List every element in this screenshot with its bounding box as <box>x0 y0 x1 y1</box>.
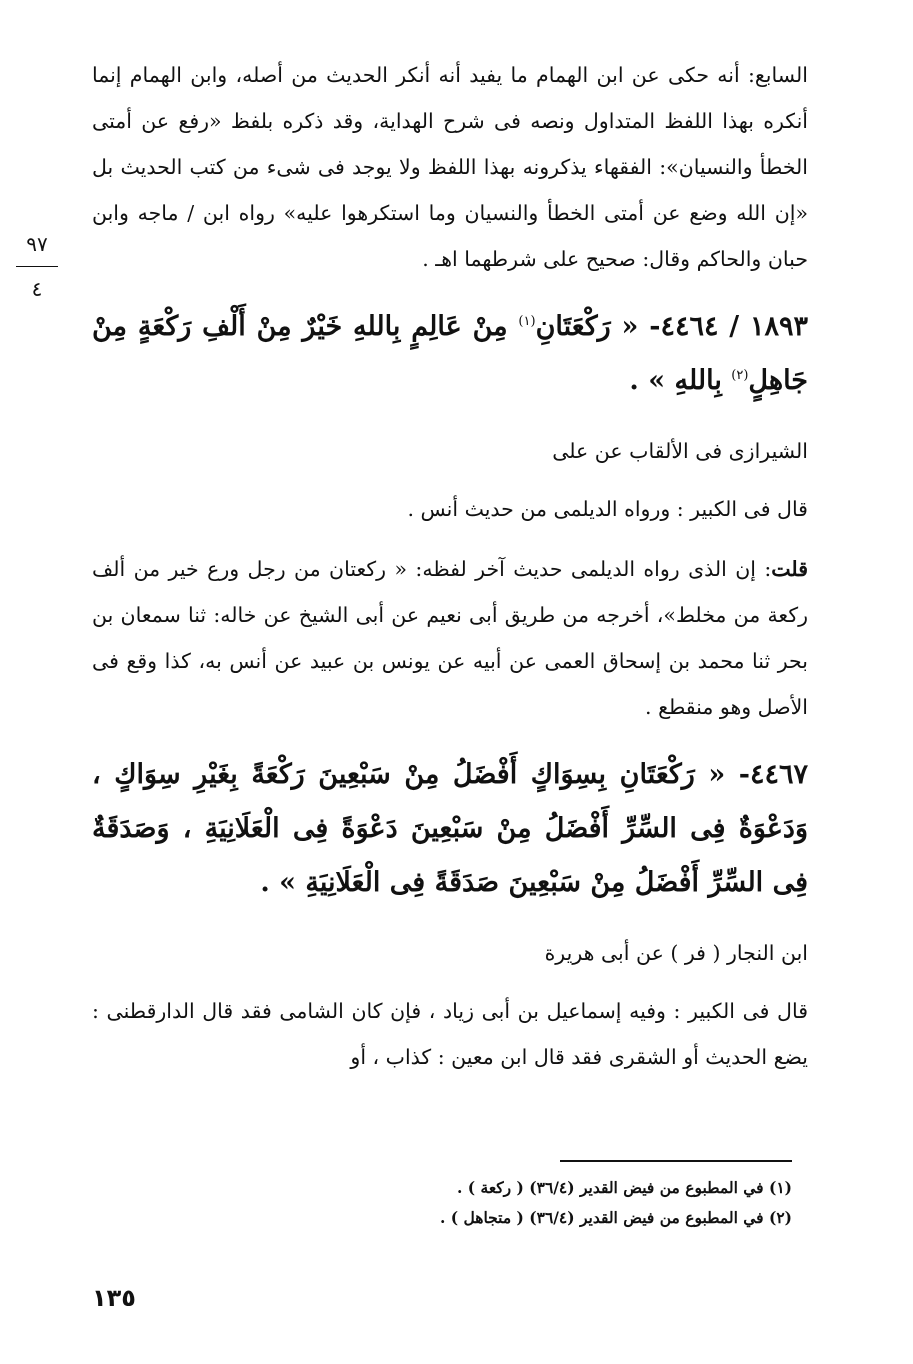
hadith-4464-prefix: ١٨٩٣ / ٤٤٦٤- « رَكْعَتَانِ <box>535 311 808 342</box>
margin-ref-side: ٤ <box>31 277 43 301</box>
qultu-paragraph <box>92 546 808 730</box>
footnote-2: (٢) في المطبوع من فيض القدير (٣٦/٤) ( متجاهل ) . <box>440 1208 792 1227</box>
hadith-4467: ٤٤٦٧- « رَكْعَتَانِ بِسِوَاكٍ أَفْضَلُ مِنْ سَبْعِينَ رَكْعَةً بِغَيْرِ سِوَاكٍ ، وَدَعْوَةٌ فِى السِّرِّ أَفْضَلُ مِنْ سَبْعِينَ دَعْوَةً فِى الْعَلَانِيَةِ ، وَصَدَقَةٌ فِى السِّرِّ أَفْضَلُ مِنْ سَبْعِينَ صَدَقَةً فِى الْعَلَانِيَةِ » . <box>92 759 808 898</box>
hadith-4464-commentary: قال فى الكبير : ورواه الديلمى من حديث أنس . <box>407 497 808 521</box>
footnote-1: (١) في المطبوع من فيض القدير (٣٦/٤) ( ركعة ) . <box>456 1178 792 1197</box>
hadith-4464 <box>92 300 808 408</box>
margin-ref-divider <box>16 266 58 267</box>
page-number: ١٣٥ <box>92 1284 136 1312</box>
footnote-divider <box>560 1160 792 1162</box>
qultu-lead: قلت <box>771 557 808 581</box>
footnotes <box>380 1173 792 1233</box>
hadith-4467-source: ابن النجار ( فر ) عن أبى هريرة <box>544 941 808 965</box>
margin-ref-folio: ٩٧ <box>26 232 48 256</box>
hadith-4467-commentary: قال فى الكبير : وفيه إسماعيل بن أبى زياد ، فإن كان الشامى فقد قال الدارقطنى : يضع الحديث أو الشقرى فقد قال ابن معين : كذاب ، أو <box>92 999 808 1069</box>
footnote-ref-2: (٢) <box>731 368 749 383</box>
main-text-column <box>92 52 808 1080</box>
paragraph-seventh-point: السابع: أنه حكى عن ابن الهمام ما يفيد أنه أنكر الحديث من أصله، وابن الهمام إنما أنكره بهذا اللفظ المتداول ونصه فى شرح الهداية، وقد ذكره بلفظ «رفع عن أمتى الخطأ والنسيان»: الفقهاء يذكرونه بهذا اللفظ ولا يوجد فى شىء من كتب الحديث بل «إن الله وضع عن أمتى الخطأ والنسيان وما استكرهوا عليه» رواه ابن / ماجه وابن حبان والحاكم وقال: صحيح على شرطهما اهـ . <box>92 63 808 271</box>
footnote-ref-1: (١) <box>518 314 536 329</box>
margin-manuscript-reference <box>14 230 60 303</box>
hadith-4464-source: الشيرازى فى الألقاب عن على <box>552 439 808 463</box>
hadith-4464-suffix: بِاللهِ » . <box>629 365 732 396</box>
hadith-4464-middle: مِنْ عَالِمٍ بِاللهِ خَيْرٌ مِنْ أَلْفِ رَكْعَةٍ مِنْ جَاهِلٍ <box>92 311 808 396</box>
qultu-text: : إن الذى رواه الديلمى حديث آخر لفظه: « ركعتان من رجل ورع خير من ألف ركعة من مخلط»، أخرجه من طريق أبى نعيم عن أبى الشيخ عن خاله: ثنا سمعان بن بحر ثنا محمد بن إسحاق العمى عن أبيه عن يونس بن عبيد عن أنس به، كذا وقع فى الأصل وهو منقطع . <box>92 557 808 719</box>
